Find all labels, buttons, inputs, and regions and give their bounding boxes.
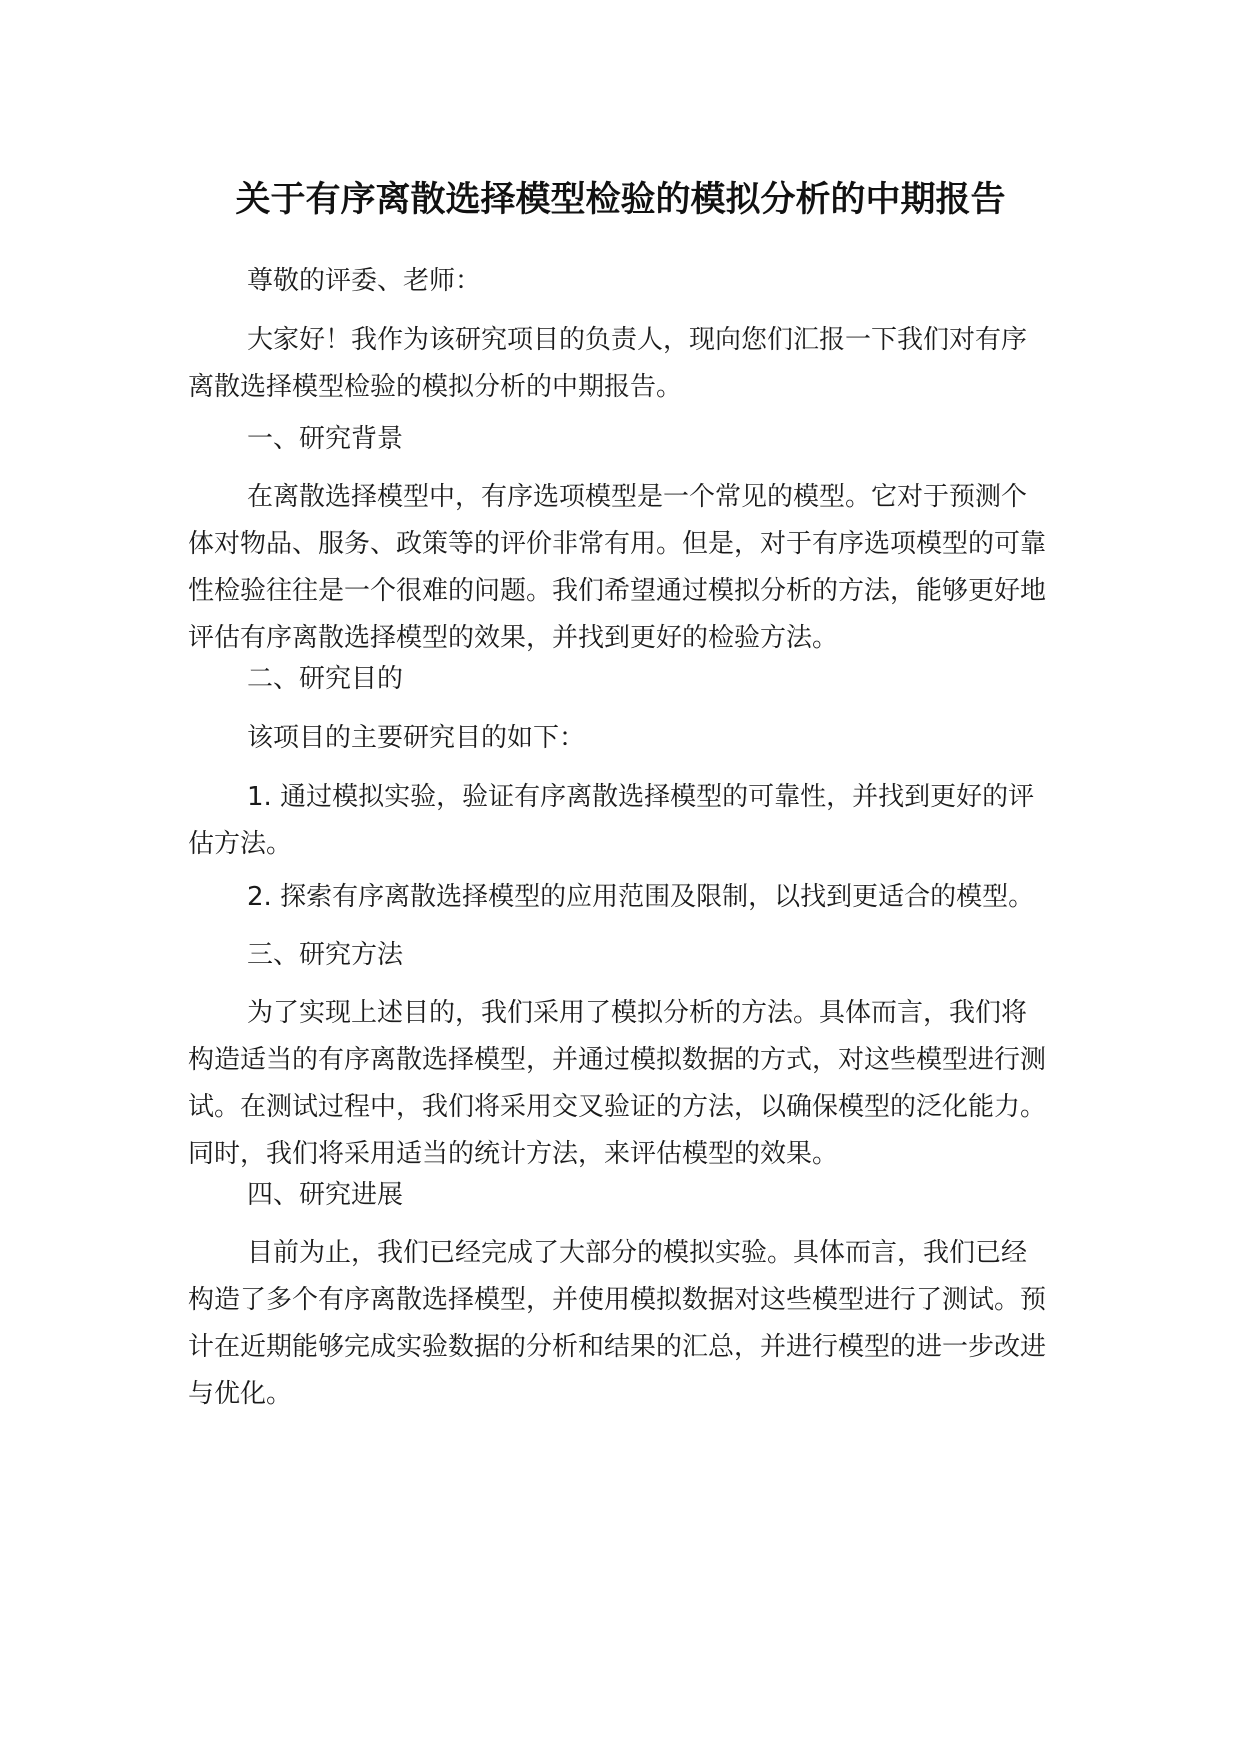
section-heading-method: 三、研究方法 xyxy=(247,940,404,970)
section-heading-background: 一、研究背景 xyxy=(247,424,404,454)
section-heading-progress: 四、研究进展 xyxy=(247,1180,404,1210)
salutation: 尊敬的评委、老师： xyxy=(247,266,482,296)
purpose-item-2: 2. 探索有序离散选择模型的应用范围及限制，以找到更适合的模型。 xyxy=(247,882,1035,912)
background-paragraph: 在离散选择模型中，有序选项模型是一个常见的模型。它对于预测个体对物品、服务、政策等的评价非常有用。但是，对于有序选项模型的可靠性检验往往是一个很难的问题。我们希望通过模拟分析的方法，能够更好地评估有序离散选择模型的效果，并找到更好的检验方法。 xyxy=(188,482,1047,653)
section-heading-purpose: 二、研究目的 xyxy=(247,664,404,694)
progress-paragraph: 目前为止，我们已经完成了大部分的模拟实验。具体而言，我们已经构造了多个有序离散选择模型，并使用模拟数据对这些模型进行了测试。预计在近期能够完成实验数据的分析和结果的汇总，并进行模型的进一步改进与优化。 xyxy=(188,1238,1047,1409)
method-paragraph: 为了实现上述目的，我们采用了模拟分析的方法。具体而言，我们将构造适当的有序离散选择模型，并通过模拟数据的方式，对这些模型进行测试。在测试过程中，我们将采用交叉验证的方法，以确保模型的泛化能力。同时，我们将采用适当的统计方法，来评估模型的效果。 xyxy=(188,998,1047,1169)
purpose-item-1: 1. 通过模拟实验，验证有序离散选择模型的可靠性，并找到更好的评估方法。 xyxy=(188,782,1035,859)
purpose-intro: 该项目的主要研究目的如下： xyxy=(247,723,586,753)
intro-paragraph: 大家好！我作为该研究项目的负责人，现向您们汇报一下我们对有序离散选择模型检验的模拟分析的中期报告。 xyxy=(188,325,1028,402)
document-title: 关于有序离散选择模型检验的模拟分析的中期报告 xyxy=(235,180,1006,220)
